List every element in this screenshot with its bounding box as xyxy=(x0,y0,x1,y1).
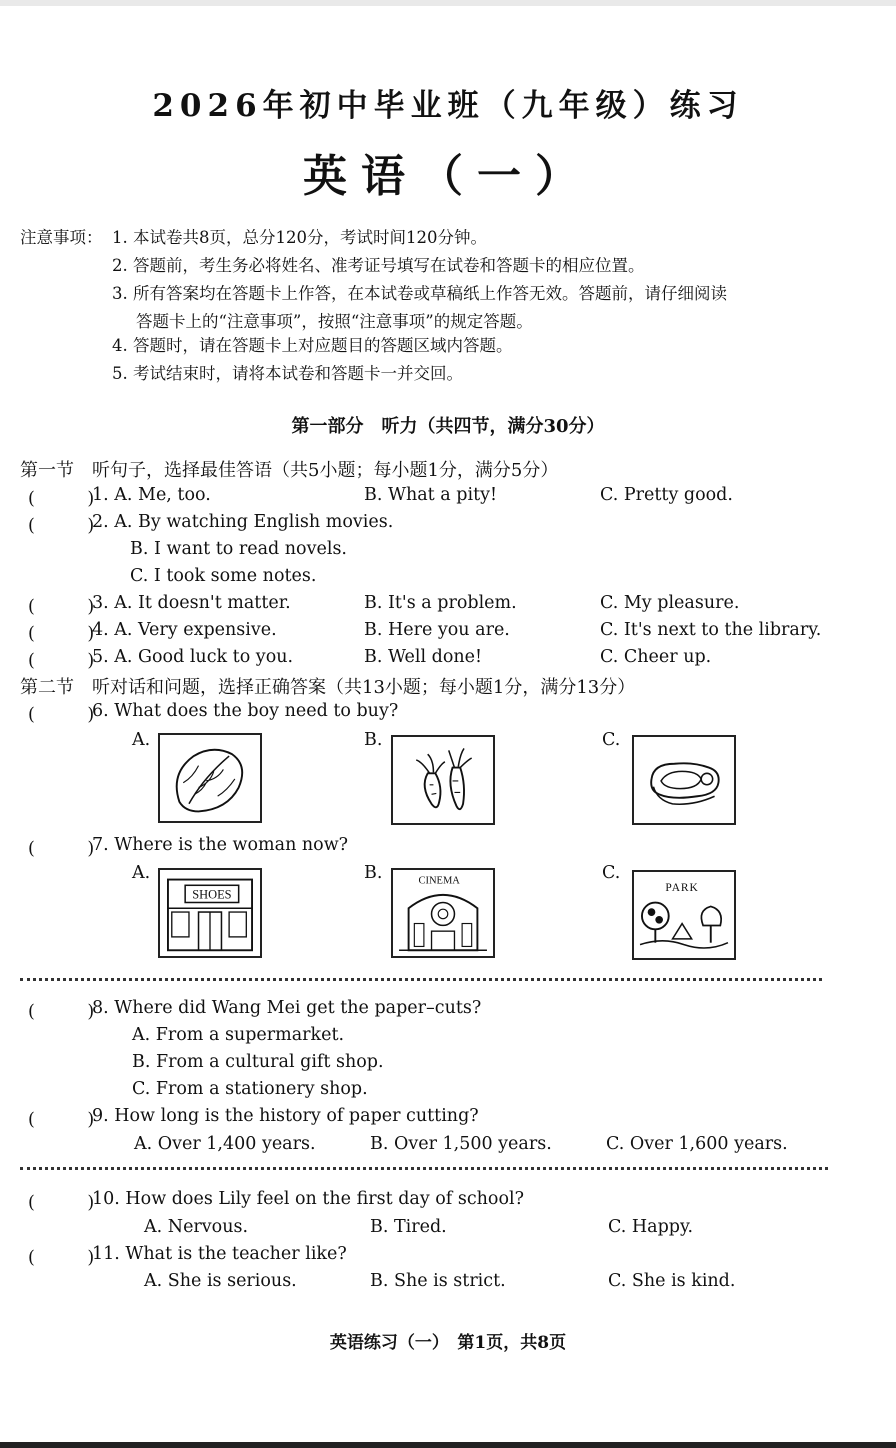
q3-stem: 3. A. It doesn't matter. xyxy=(92,593,291,613)
q9-stem: 9. How long is the history of paper cutting? xyxy=(92,1106,479,1126)
q8-option-c: C. From a stationery shop. xyxy=(132,1079,368,1099)
meat-icon xyxy=(634,737,734,823)
page-footer: 英语练习（一） 第1页，共8页 xyxy=(329,1333,567,1353)
q6-label-a: A. xyxy=(132,730,151,750)
exam-title: 2026年初中毕业班（九年级）练习 xyxy=(152,88,744,124)
shoes-sign: SHOES xyxy=(192,887,232,902)
answer-blank[interactable]: ( ) xyxy=(28,597,95,617)
q10-stem: 10. How does Lily feel on the first day of school? xyxy=(92,1189,524,1209)
cinema-picture[interactable] xyxy=(391,868,495,958)
note-item: 答题卡上的“注意事项”，按照“注意事项”的规定答题。 xyxy=(136,312,533,331)
answer-blank[interactable]: ( ) xyxy=(28,516,95,536)
answer-blank[interactable]: ( ) xyxy=(28,651,95,671)
q9-option-a: A. Over 1,400 years. xyxy=(134,1134,316,1154)
q8-option-b: B. From a cultural gift shop. xyxy=(132,1052,384,1072)
cabbage-icon xyxy=(160,735,260,821)
q11-stem: 11. What is the teacher like? xyxy=(92,1244,347,1264)
meat-picture[interactable] xyxy=(632,735,736,825)
cabbage-picture[interactable] xyxy=(158,733,262,823)
q6-label-b: B. xyxy=(364,730,383,750)
q10-option-b: B. Tired. xyxy=(370,1217,447,1237)
answer-blank[interactable]: ( ) xyxy=(28,705,95,725)
q11-option-a: A. She is serious. xyxy=(144,1271,297,1291)
q1-option-c: C. Pretty good. xyxy=(600,485,733,505)
q1-stem: 1. A. Me, too. xyxy=(92,485,211,505)
shoe-shop-icon xyxy=(160,870,260,956)
answer-blank[interactable]: ( ) xyxy=(28,624,95,644)
note-item: 5. 考试结束时，请将本试卷和答题卡一并交回。 xyxy=(112,364,463,383)
park-sign: PARK xyxy=(665,882,699,895)
q3-option-c: C. My pleasure. xyxy=(600,593,740,613)
section-2-title: 第二节 听对话和问题，选择正确答案（共13小题；每小题1分，满分13分） xyxy=(20,677,636,698)
q2-option-b: B. I want to read novels. xyxy=(130,539,347,559)
note-item: 3. 所有答案均在答题卡上作答，在本试卷或草稿纸上作答无效。答题前，请仔细阅读 xyxy=(112,284,727,303)
q7-label-a: A. xyxy=(132,863,151,883)
top-edge xyxy=(0,0,896,6)
cinema-icon xyxy=(393,870,493,956)
q5-option-c: C. Cheer up. xyxy=(600,647,712,667)
notes-label: 注意事项： xyxy=(20,228,103,247)
answer-blank[interactable]: ( ) xyxy=(28,489,95,509)
note-item: 2. 答题前，考生务必将姓名、准考证号填写在试卷和答题卡的相应位置。 xyxy=(112,256,645,275)
q10-option-c: C. Happy. xyxy=(608,1217,694,1237)
q4-option-b: B. Here you are. xyxy=(364,620,510,640)
q10-option-a: A. Nervous. xyxy=(144,1217,249,1237)
q8-option-a: A. From a supermarket. xyxy=(132,1025,345,1045)
q9-option-c: C. Over 1,600 years. xyxy=(606,1134,788,1154)
q2-option-c: C. I took some notes. xyxy=(130,566,317,586)
answer-blank[interactable]: ( ) xyxy=(28,1002,95,1022)
q5-stem: 5. A. Good luck to you. xyxy=(92,647,294,667)
answer-blank[interactable]: ( ) xyxy=(28,1248,95,1268)
q4-stem: 4. A. Very expensive. xyxy=(92,620,277,640)
part-title: 第一部分 听力（共四节，满分30分） xyxy=(291,416,605,437)
park-icon xyxy=(634,872,734,958)
radish-icon xyxy=(393,737,493,823)
dotted-divider xyxy=(20,1167,828,1170)
q3-option-b: B. It's a problem. xyxy=(364,593,517,613)
answer-blank[interactable]: ( ) xyxy=(28,1193,95,1213)
q6-label-c: C. xyxy=(602,730,621,750)
note-item: 1. 本试卷共8页，总分120分，考试时间120分钟。 xyxy=(112,228,487,247)
q2-stem: 2. A. By watching English movies. xyxy=(92,512,394,532)
note-item: 4. 答题时，请在答题卡上对应题目的答题区域内答题。 xyxy=(112,336,513,355)
q1-option-b: B. What a pity! xyxy=(364,485,498,505)
q5-option-b: B. Well done! xyxy=(364,647,483,667)
q7-label-c: C. xyxy=(602,863,621,883)
answer-blank[interactable]: ( ) xyxy=(28,1110,95,1130)
radish-picture[interactable] xyxy=(391,735,495,825)
q8-stem: 8. Where did Wang Mei get the paper–cuts? xyxy=(92,998,482,1018)
q11-option-b: B. She is strict. xyxy=(370,1271,506,1291)
park-picture[interactable] xyxy=(632,870,736,960)
exam-subtitle: 英语（一） xyxy=(303,151,593,202)
q6-stem: 6. What does the boy need to buy? xyxy=(92,701,399,721)
q11-option-c: C. She is kind. xyxy=(608,1271,736,1291)
bottom-edge xyxy=(0,1442,896,1448)
shoe-shop-picture[interactable] xyxy=(158,868,262,958)
q9-option-b: B. Over 1,500 years. xyxy=(370,1134,552,1154)
q7-label-b: B. xyxy=(364,863,383,883)
q7-stem: 7. Where is the woman now? xyxy=(92,835,349,855)
dotted-divider xyxy=(20,978,822,981)
answer-blank[interactable]: ( ) xyxy=(28,839,95,859)
cinema-sign: CINEMA xyxy=(418,875,460,887)
q4-option-c: C. It's next to the library. xyxy=(600,620,822,640)
section-1-title: 第一节 听句子，选择最佳答语（共5小题；每小题1分，满分5分） xyxy=(20,460,559,481)
